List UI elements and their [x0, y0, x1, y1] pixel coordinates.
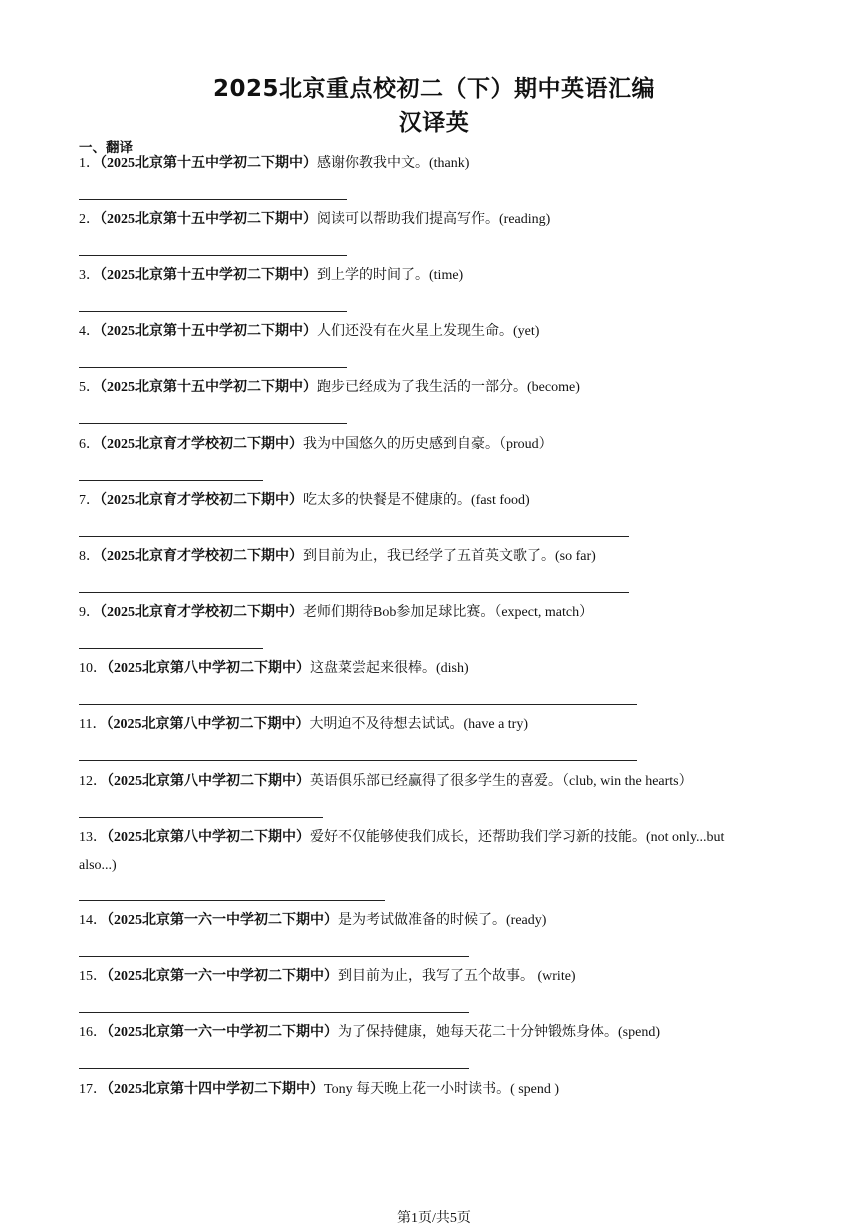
question-text: 吃太多的快餐是不健康的。(fast food) — [303, 493, 530, 508]
question-source: （2025北京育才学校初二下期中） — [100, 605, 303, 620]
question-source: （2025北京第八中学初二下期中） — [107, 830, 310, 845]
question-source: （2025北京育才学校初二下期中） — [100, 437, 303, 452]
question-text: Tony 每天晚上花一小时读书。( spend ) — [324, 1082, 560, 1097]
answer-line-8[interactable] — [79, 592, 629, 593]
question-number: 8． — [79, 549, 100, 564]
answer-line-4[interactable] — [79, 367, 347, 368]
question-5 — [79, 378, 580, 398]
question-number: 15． — [79, 969, 107, 984]
answer-line-15[interactable] — [79, 1012, 469, 1013]
question-source: （2025北京第八中学初二下期中） — [106, 717, 310, 732]
question-number: 10． — [79, 661, 107, 676]
question-text: 大明迫不及待想去试试。(have a try) — [309, 717, 529, 732]
page-title: 2025北京重点校初二（下）期中英语汇编 — [212, 76, 655, 102]
question-number: 13． — [79, 830, 107, 845]
answer-line-12[interactable] — [79, 817, 323, 818]
question-8 — [79, 547, 596, 567]
question-source: （2025北京第十五中学初二下期中） — [100, 268, 317, 283]
section-heading: 一、翻译 — [79, 140, 133, 156]
question-text: 老师们期待Bob参加足球比赛。（expect, match） — [303, 605, 594, 620]
question-text: 人们还没有在火星上发现生命。(yet) — [317, 324, 540, 339]
answer-line-6[interactable] — [79, 480, 263, 481]
question-number: 1． — [79, 156, 100, 171]
question-source: （2025北京第八中学初二下期中） — [107, 661, 310, 676]
question-text: 跑步已经成为了我生活的一部分。(become) — [317, 380, 580, 395]
question-source: （2025北京第十五中学初二下期中） — [100, 380, 317, 395]
question-13 — [79, 828, 724, 848]
answer-line-16[interactable] — [79, 1068, 469, 1069]
question-number: 7． — [79, 493, 100, 508]
answer-line-1[interactable] — [79, 199, 347, 200]
question-source: （2025北京育才学校初二下期中） — [100, 549, 303, 564]
answer-line-9[interactable] — [79, 648, 263, 649]
question-2 — [79, 210, 550, 230]
question-text: 到目前为止，我已经学了五首英文歌了。(so far) — [303, 549, 596, 564]
question-3 — [79, 266, 463, 286]
question-source: （2025北京第一六一中学初二下期中） — [107, 969, 338, 984]
question-13-continued: also...) — [79, 858, 117, 873]
answer-line-10[interactable] — [79, 704, 637, 705]
answer-line-7[interactable] — [79, 536, 629, 537]
question-9 — [79, 603, 593, 623]
question-source: （2025北京育才学校初二下期中） — [100, 493, 303, 508]
answer-line-14[interactable] — [79, 956, 469, 957]
question-text: 阅读可以帮助我们提高写作。(reading) — [317, 212, 551, 227]
question-number: 16． — [79, 1025, 107, 1040]
page-footer: 第1页/共5页 — [397, 1211, 471, 1226]
question-6 — [79, 435, 553, 455]
question-source: （2025北京第十五中学初二下期中） — [100, 212, 317, 227]
page-subtitle: 汉译英 — [398, 110, 470, 136]
question-text: 爱好不仅能够使我们成长，还帮助我们学习新的技能。(not only...but — [310, 830, 725, 845]
question-7 — [79, 491, 530, 511]
question-text: 这盘菜尝起来很棒。(dish) — [310, 661, 469, 676]
question-text: 英语俱乐部已经赢得了很多学生的喜爱。（club, win the hearts） — [310, 774, 693, 789]
question-text: 为了保持健康，她每天花二十分钟锻炼身体。(spend) — [338, 1025, 660, 1040]
question-number: 2． — [79, 212, 100, 227]
question-number: 12． — [79, 774, 107, 789]
answer-line-3[interactable] — [79, 311, 347, 312]
question-12 — [79, 772, 693, 792]
question-4 — [79, 322, 539, 342]
question-number: 5． — [79, 380, 100, 395]
question-number: 4． — [79, 324, 100, 339]
question-17 — [79, 1080, 559, 1100]
answer-line-5[interactable] — [79, 423, 347, 424]
question-source: （2025北京第十五中学初二下期中） — [100, 324, 317, 339]
question-15 — [79, 967, 576, 987]
question-source: （2025北京第一六一中学初二下期中） — [107, 1025, 338, 1040]
question-source: （2025北京第十五中学初二下期中） — [100, 156, 317, 171]
question-11 — [79, 715, 528, 735]
question-number: 17． — [79, 1082, 107, 1097]
question-10 — [79, 659, 469, 679]
question-text: 到目前为止，我写了五个故事。 (write) — [338, 969, 576, 984]
question-text: 是为考试做准备的时候了。(ready) — [338, 913, 547, 928]
answer-line-11[interactable] — [79, 760, 637, 761]
question-14 — [79, 911, 546, 931]
question-16 — [79, 1023, 660, 1043]
answer-line-13[interactable] — [79, 900, 385, 901]
question-text: 到上学的时间了。(time) — [317, 268, 464, 283]
answer-line-2[interactable] — [79, 255, 347, 256]
question-number: 3． — [79, 268, 100, 283]
question-text: 感谢你教我中文。(thank) — [317, 156, 470, 171]
question-number: 11． — [79, 717, 107, 732]
question-number: 9． — [79, 605, 100, 620]
question-number: 6． — [79, 437, 100, 452]
question-source: （2025北京第一六一中学初二下期中） — [107, 913, 338, 928]
question-text: 我为中国悠久的历史感到自豪。（proud） — [303, 437, 553, 452]
question-source: （2025北京第八中学初二下期中） — [107, 774, 310, 789]
question-1 — [79, 154, 469, 174]
question-source: （2025北京第十四中学初二下期中） — [107, 1082, 324, 1097]
question-number: 14． — [79, 913, 107, 928]
